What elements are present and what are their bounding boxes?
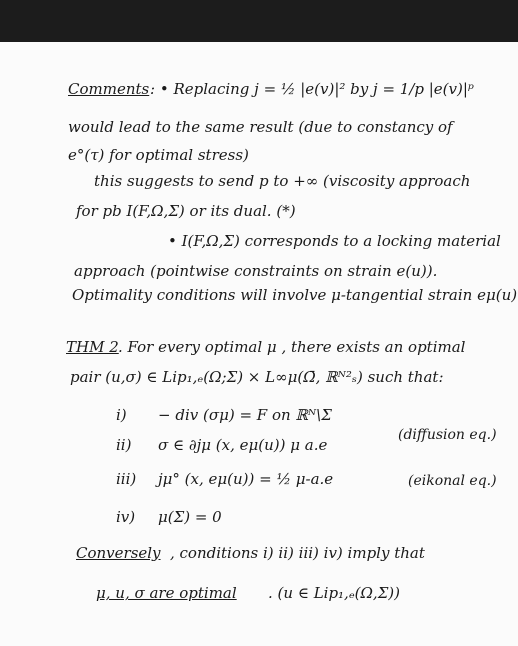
comments-line-3: e°(τ) for optimal stress) [68, 146, 249, 164]
condition-2-note: (diffusion eq.) [398, 427, 497, 443]
condition-2-num: ii) [116, 436, 132, 454]
comments-line-2: would lead to the same result (due to constancy of [68, 118, 453, 136]
comments-line-5: for pb I(F,Ω,Σ) or its dual. (*) [76, 202, 296, 220]
comments-line-1: : • Replacing j = ½ |e(v)|² by j = 1/p |e(v)|ᵖ [150, 80, 474, 98]
condition-4-num: iv) [116, 508, 136, 526]
lip-condition: . (u ∈ Lip₁,ₑ(Ω,Σ)) [268, 584, 401, 602]
condition-1-expr: − div (σμ) = F on ℝᴺ\Σ [158, 406, 332, 424]
condition-2-expr: σ ∈ ∂jμ (x, eμ(u)) μ a.e [158, 436, 328, 454]
converse-heading: Conversely [76, 544, 161, 562]
condition-3-note: (eikonal eq.) [408, 473, 497, 489]
theorem-line-1: . For every optimal μ , there exists an optimal [118, 338, 466, 356]
comments-line-6: • I(F,Ω,Σ) corresponds to a locking material [168, 232, 501, 250]
converse-line: , conditions i) ii) iii) iv) imply that [170, 544, 425, 562]
handwritten-page [0, 42, 518, 646]
comments-line-7: approach (pointwise constraints on strain e(u)). [74, 262, 438, 280]
condition-4-expr: μ(Σ) = 0 [158, 508, 222, 526]
comments-line-8: Optimality conditions will involve μ-tangential strain eμ(u) [72, 286, 518, 304]
condition-3-num: iii) [116, 470, 137, 488]
scan-top-bar [0, 0, 518, 42]
theorem-line-2: pair (u,σ) ∈ Lip₁,ₑ(Ω;Σ) × L∞μ(Ω̄, ℝᴺ²ₛ) such that: [70, 368, 444, 386]
comments-line-4: this suggests to send p to +∞ (viscosity approach [94, 172, 471, 190]
condition-1-num: i) [116, 406, 127, 424]
comments-heading: Comments [68, 80, 150, 98]
condition-3-expr: jμ° (x, eμ(u)) = ½ μ-a.e [158, 470, 334, 488]
optimal-statement: μ, u, σ are optimal [96, 584, 237, 602]
theorem-heading: THM 2 [66, 338, 119, 356]
